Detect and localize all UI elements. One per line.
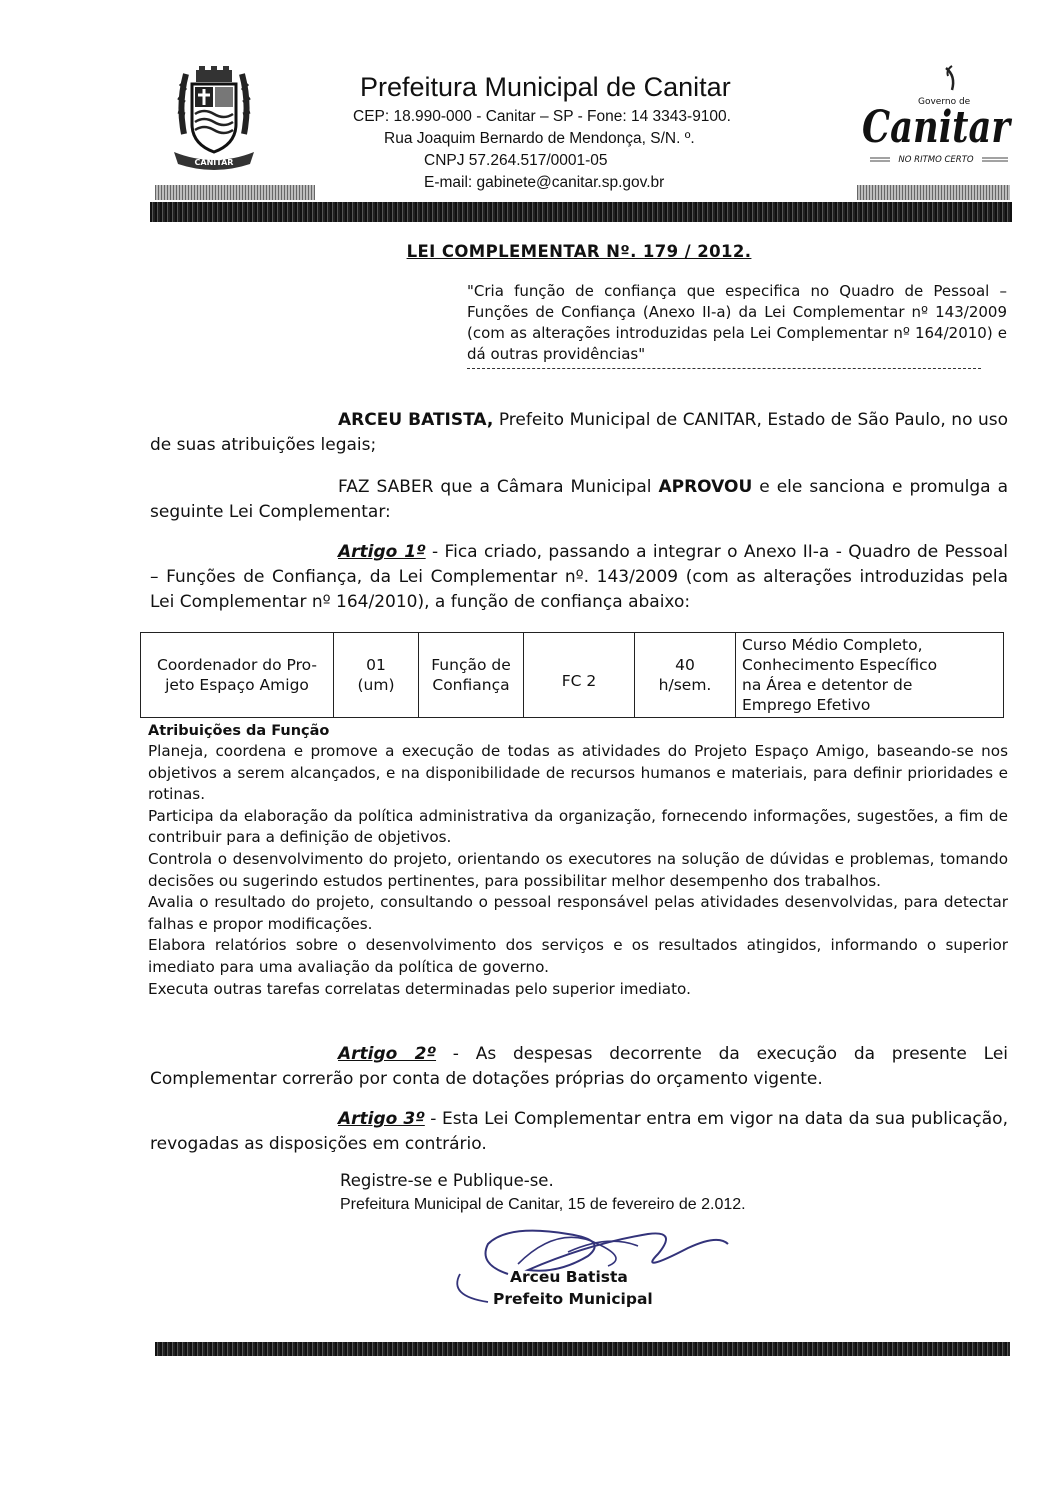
cell-text: 40 [675,656,695,674]
footer-bar [155,1342,1010,1356]
law-title: LEI COMPLEMENTAR Nº. 179 / 2012. [406,242,752,261]
cell-carga-horaria [635,633,736,718]
cell-cargo [141,633,334,718]
summary-dashed-rule [467,368,981,369]
artigo-2-text: - As despesas decorrente da execução da presente Lei Complementar correrão por conta de dotações próprias do orçamento vigente. [150,1044,1008,1089]
attributions-list [148,741,1008,1000]
faz-saber-text-2: e ele sanciona e promulga a seguinte Lei Complementar: [150,477,1008,522]
list-item: Planeja, coordena e promove a execução de todas as atividades do Projeto Espaço Amigo, baseando-se nos objetivos a serem alcançados, e na disponibilidade de recursos humanos e materiais, para definir prioridades e rotinas. [148,742,1008,804]
header-email: E-mail: gabinete@canitar.sp.gov.br [424,174,665,191]
artigo-1-label: Artigo 1º [338,542,426,562]
header-address-line1: CEP: 18.990-000 - Canitar – SP - Fone: 14 3343-9100. [353,108,731,125]
faz-saber-bold: APROVOU [658,477,753,497]
faz-saber-text-1: FAZ SABER que a Câmara Municipal [338,477,659,497]
artigo-3-paragraph [150,1107,1008,1157]
artigo-3-text: - Esta Lei Complementar entra em vigor na data da sua publicação, revogadas as disposições em contrário. [150,1109,1008,1154]
cell-text: jeto Espaço Amigo [165,676,309,694]
attributions-heading: Atribuições da Função [148,723,330,739]
cell-referencia: FC 2 [524,633,635,718]
artigo-2-label: Artigo 2º [338,1044,437,1064]
intro-text: Prefeito Municipal de CANITAR, Estado de São Paulo, no uso de suas atribuições legais; [150,410,1008,455]
cell-text: Confiança [432,676,510,694]
intro-paragraph [150,408,1008,458]
artigo-2-paragraph [150,1042,1008,1092]
logo-slogan: NO RITMO CERTO [898,155,974,165]
registre-publique: Registre-se e Publique-se. [340,1171,554,1190]
list-item: Elabora relatórios sobre o desenvolvimento dos serviços e os resultados atingidos, informando o superior imediato para uma avaliação da política de governo. [148,936,1008,976]
header-right-bar [857,185,1010,200]
list-item: Participa da elaboração da política administrativa da organização, fornecendo informações, sugestões, a fim de contribuir para a definição de objetivos. [148,806,1008,847]
artigo-1-text: - Fica criado, passando a integrar o Anexo II-a - Quadro de Pessoal – Funções de Confiança, da Lei Complementar nº. 143/2009 (com as alterações introduzidas pela Lei Complementar nº 164/2010), a função de confiança abaixo: [150,542,1008,612]
header-address-line2: Rua Joaquim Bernardo de Mendonça, S/N. º. [384,130,695,147]
cell-text: 01 [366,656,386,674]
header-divider-bar [150,202,1012,222]
cell-text: Conhecimento Específico [742,656,938,674]
signatory-role: Prefeito Municipal [493,1290,653,1308]
list-item: Executa outras tarefas correlatas determinadas pelo superior imediato. [148,979,691,998]
cell-text: na Área e detentor de [742,676,913,694]
header-title: Prefeitura Municipal de Canitar [360,72,731,102]
faz-saber-paragraph [150,475,1008,525]
signatory-name: Arceu Batista [510,1268,628,1286]
logo-small-text: Governo de [918,97,971,107]
cell-requisitos [736,633,1004,718]
header-cnpj: CNPJ 57.264.517/0001-05 [424,152,608,169]
place-and-date: Prefeitura Municipal de Canitar, 15 de fevereiro de 2.012. [340,1196,746,1213]
municipal-crest-icon [168,64,260,174]
logo-word: Canitar [862,102,1013,153]
list-item: Avalia o resultado do projeto, consultando o pessoal responsável pelas atividades desenvolvidas, para detectar falhas e propor modificações. [148,893,1008,933]
mayor-name: ARCEU BATISTA, [338,410,494,430]
cell-text: Curso Médio Completo, [742,636,923,654]
table-row [141,633,1004,718]
canitar-government-logo [858,64,1016,172]
artigo-3-label: Artigo 3º [338,1109,425,1129]
cell-text: h/sem. [658,676,712,694]
crest-banner-text: CANITAR [194,158,234,167]
cell-text: (um) [357,676,395,694]
function-table [140,632,1004,718]
cell-text: Emprego Efetivo [742,696,871,714]
law-summary: "Cria função de confiança que especifica no Quadro de Pessoal – Funções de Confiança (Anexo II-a) da Lei Complementar nº 143/2009 (com as alterações introduzidas pela Lei Complementar nº 164/2010) e dá outras providências" [467,282,1007,363]
cell-tipo [419,633,524,718]
cell-text: Coordenador do Pro- [157,656,317,674]
cell-text: Função de [431,656,511,674]
header-left-bar [155,185,315,200]
artigo-1-paragraph [150,540,1008,615]
cell-quantidade [334,633,419,718]
list-item: Controla o desenvolvimento do projeto, orientando os executores na solução de dúvidas e problemas, tomando decisões ou sugerindo estudos pertinentes, para possibilitar melhor desempenho dos trabalhos. [148,849,1008,890]
